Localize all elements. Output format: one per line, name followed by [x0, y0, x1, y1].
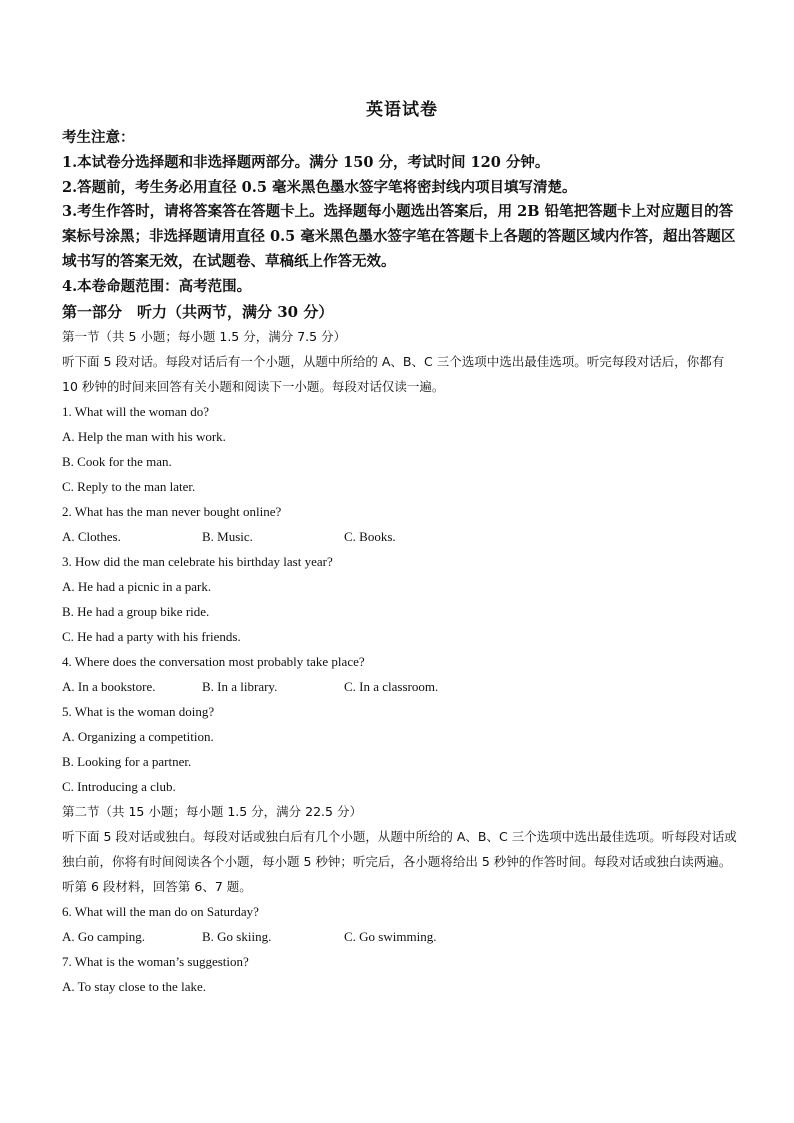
- notice-item: 4.本卷命题范围：高考范围。: [62, 277, 252, 295]
- page-title: 英语试卷: [366, 100, 438, 120]
- section-heading: 第一节（共 5 小题；每小题 1.5 分，满分 7.5 分）: [62, 329, 347, 345]
- option-b: B. Go skiing.: [202, 929, 272, 945]
- option-b: B. Music.: [202, 529, 253, 545]
- option-a: A. In a bookstore.: [62, 679, 156, 695]
- options-row: [62, 924, 742, 949]
- option-c: C. In a classroom.: [344, 679, 439, 695]
- notice-item: 2.答题前，考生务必用直径 0.5 毫米黑色墨水签字笔将密封线内项目填写清楚。: [62, 178, 577, 196]
- notice-heading: 考生注意：: [62, 129, 135, 146]
- material-note: 听第 6 段材料，回答第 6、7 题。: [62, 879, 252, 895]
- question-text: 3. How did the man celebrate his birthday last year?: [62, 554, 333, 570]
- option-b: B. Looking for a partner.: [62, 754, 192, 770]
- option-a: A. Go camping.: [62, 929, 146, 945]
- option-a: A. Help the man with his work.: [62, 429, 226, 445]
- option-a: A. Organizing a competition.: [62, 729, 214, 745]
- option-c: C. He had a party with his friends.: [62, 629, 241, 645]
- option-b: B. Cook for the man.: [62, 454, 172, 470]
- option-c: C. Go swimming.: [344, 929, 437, 945]
- option-a: A. He had a picnic in a park.: [62, 579, 212, 595]
- question-text: 5. What is the woman doing?: [62, 704, 215, 720]
- exam-notice: [62, 126, 742, 300]
- option-c: C. Reply to the man later.: [62, 479, 196, 495]
- notice-item: 1.本试卷分选择题和非选择题两部分。满分 150 分，考试时间 120 分钟。: [62, 153, 550, 171]
- option-a: A. Clothes.: [62, 529, 121, 545]
- option-c: C. Books.: [344, 529, 396, 545]
- options-row: [62, 524, 742, 549]
- section-heading: 第二节（共 15 小题；每小题 1.5 分，满分 22.5 分）: [62, 804, 362, 820]
- section-instructions: 听下面 5 段对话。每段对话后有一个小题，从题中所给的 A、B、C 三个选项中选出最佳选项。听完每段对话后，你都有 10 秒钟的时间来回答有关小题和阅读下一小题。每段对话仅读一遍。: [62, 354, 725, 395]
- question-text: 1. What will the woman do?: [62, 404, 210, 420]
- question-text: 7. What is the woman’s suggestion?: [62, 954, 249, 970]
- question-text: 6. What will the man do on Saturday?: [62, 904, 259, 920]
- option-a: A. To stay close to the lake.: [62, 979, 206, 995]
- notice-item: 3.考生作答时，请将答案答在答题卡上。选择题每小题选出答案后，用 2B 铅笔把答题卡上对应题目的答案标号涂黑；非选择题请用直径 0.5 毫米黑色墨水签字笔在答题卡上各题的答题区域内作答，超出答题区域书写的答案无效，在试题卷、草稿纸上作答无效。: [62, 203, 736, 270]
- question-text: 2. What has the man never bought online?: [62, 504, 282, 520]
- part-heading: 第一部分 听力（共两节，满分 30 分）: [62, 302, 334, 321]
- options-row: [62, 674, 742, 699]
- option-b: B. In a library.: [202, 679, 278, 695]
- option-b: B. He had a group bike ride.: [62, 604, 210, 620]
- option-c: C. Introducing a club.: [62, 779, 176, 795]
- question-text: 4. Where does the conversation most probably take place?: [62, 654, 365, 670]
- section-instructions: 听下面 5 段对话或独白。每段对话或独白后有几个小题，从题中所给的 A、B、C 三个选项中选出最佳选项。听每段对话或独白前，你将有时间阅读各个小题，每小题 5 秒钟；听完后，各小题将给出 5 秒钟的作答时间。每段对话或独白读两遍。: [62, 829, 737, 870]
- exam-page: [62, 96, 742, 999]
